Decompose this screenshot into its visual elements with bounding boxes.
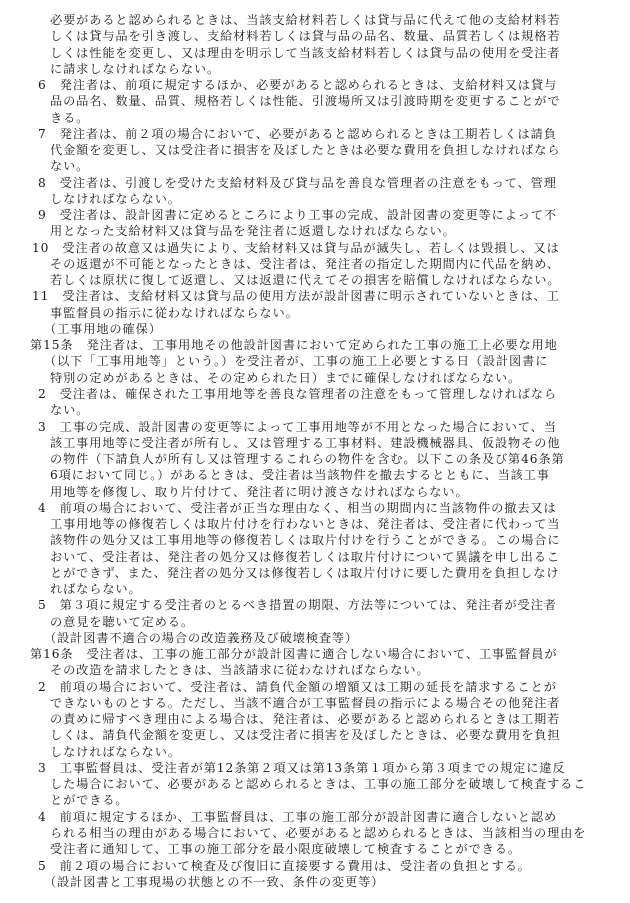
text-line: 6項において同じ。）があるときは、受注者は当該物件を撤去するとともに、当該工事: [50, 468, 550, 483]
text-line: とができず、また、発注者の処分又は修復若しくは取片付けに要した費用を負担しなけ: [50, 565, 560, 580]
text-line: 3 工事の完成、設計図書の変更等によって工事用地等が不用となった場合において、当: [38, 419, 557, 434]
text-line: 用となった支給材料又は貸与品を発注者に返還しなければならない。: [50, 224, 456, 239]
text-line: 4 前項の場合において、受注者が正当な理由なく、相当の期間内に当該物件の撤去又は: [38, 500, 557, 515]
text-line: ない。: [50, 159, 90, 174]
text-line: 工事用地等の修復若しくは取片付けを行わないときは、発注者は、受注者に代わって当: [50, 517, 561, 531]
text-line: の物件（下請負人が所有し又は管理するこれらの物件を含む。以下この条及び第46条第: [50, 452, 565, 466]
text-line: しくは貸与品を引き渡し、支給材料若しくは貸与品の品名、数量、品質若しくは規格若: [50, 29, 561, 44]
text-line: 若しくは原状に復して返還し、又は返還に代えてその損害を賠償しなければならない。: [50, 273, 561, 288]
article-line: 第15条 発注者は、工事用地その他設計図書において定められた工事の施工上必要な用地: [30, 338, 558, 353]
text-line: 該物件の処分又は工事用地等の修復若しくは取片付けを行うことができる。この場合に: [50, 533, 561, 548]
text-line: 8 受注者は、引渡しを受けた支給材料及び貸与品を善良な管理者の注意をもって、管理: [38, 175, 557, 190]
text-line: きる。: [50, 110, 90, 125]
text-line: しなければならない。: [50, 191, 181, 206]
text-line: 7 発注者は、前２項の場合において、必要があると認められるときは工期若しくは請負: [38, 126, 557, 141]
text-line: 5 第３項に規定する受注者のとるべき措置の期限、方法等については、発注者が受注者: [38, 598, 557, 613]
text-line: その返還が不可能となったときは、受注者は、発注者の指定した期間内に代品を納め、: [50, 256, 560, 271]
section-heading: （設計図書不適合の場合の改造義務及び破壊検査等）: [44, 630, 359, 645]
text-line: ればならない。: [50, 582, 142, 597]
text-line: 必要があると認められるときは、当該支給材料若しくは貸与品に代えて他の支給材料若: [50, 13, 561, 27]
text-line: 用地等を修復し、取り片付けて、発注者に明け渡さなければならない。: [50, 484, 469, 499]
text-line: 10 受注者の故意又は過失により、支給材料又は貸与品が滅失し、若しくは毀損し、又は: [32, 240, 560, 255]
text-line: 事監督員の指示に従わなければならない。: [50, 305, 299, 320]
text-line: 特別の定めがあるときは、その定められた日）までに確保しなければならない。: [50, 370, 522, 385]
section-heading: （設計図書と工事現場の状態との不一致、条件の変更等）: [44, 874, 385, 889]
section-heading: （工事用地の確保）: [44, 321, 162, 336]
text-line: 受注者に通知して、工事の施工部分を最小限度破壊して検査することができる。: [50, 842, 521, 857]
text-line: の意見を聴いて定める。: [50, 614, 194, 629]
text-line: しなければならない。: [50, 744, 181, 759]
text-line: 品の品名、数量、品質、規格若しくは性能、引渡場所又は引渡時期を変更することがで: [50, 94, 561, 109]
text-line: 2 前項の場合において、受注者は、請負代金額の増額又は工期の延長を請求することが: [38, 679, 557, 694]
text-line: 2 受注者は、確保された工事用地等を善良な管理者の注意をもって管理しなければなら: [38, 387, 558, 401]
text-line: 3 工事監督員は、受注者が第12条第２項又は第13条第１項から第３項までの規定に違反: [38, 760, 566, 775]
text-line: られる相当の理由がある場合において、必要があると認められるときは、当該相当の理由を: [50, 826, 587, 840]
text-line: 6 発注者は、前項に規定するほか、必要があると認められるときは、支給材料又は貸与: [38, 78, 558, 92]
text-line: できないものとする。ただし、当該不適合が工事監督員の指示による場合その他発注者: [50, 695, 561, 710]
text-line: （以下「工事用地等」という。）を受注者が、工事の施工上必要とする日（設計図書に: [44, 354, 549, 369]
text-line: 5 前２項の場合において検査及び復旧に直接要する費用は、受注者の負担とする。: [38, 858, 531, 873]
text-line: ない。: [50, 403, 90, 418]
text-line: その改造を請求したときは、当該請求に従わなければならない。: [50, 663, 430, 678]
text-line: おいて、受注者は、発注者の処分又は修復若しくは取片付けについて異議を申し出るこ: [50, 549, 560, 564]
text-line: に請求しなければならない。: [50, 61, 221, 76]
text-line: 9 受注者は、設計図書に定めるところにより工事の完成、設計図書の変更等によって不: [38, 208, 558, 223]
text-line: の責めに帰すべき理由による場合は、発注者は、必要があると認められるときは工期若: [50, 712, 561, 727]
text-line: しくは性能を変更し、又は理由を明示して当該支給材料若しくは貸与品の使用を受注者: [50, 45, 561, 60]
text-line: 4 前項に規定するほか、工事監督員は、工事の施工部分が設計図書に適合しないと認め: [38, 809, 558, 824]
article-line: 第16条 受注者は、工事の施工部分が設計図書に適合しない場合において、工事監督員が: [30, 647, 558, 662]
text-line: 該工事用地等に受注者が所有し、又は管理する工事材料、建設機械器具、仮設物その他: [50, 435, 561, 450]
text-line: 11 受注者は、支給材料又は貸与品の使用方法が設計図書に明示されていないときは、工: [32, 289, 560, 304]
text-line: しくは、請負代金額を変更し、又は受注者に損害を及ぼしたときは、必要な費用を負担: [50, 728, 561, 743]
text-line: 代金額を変更し、又は受注者に損害を及ぼしたときは必要な費用を負担しなければなら: [50, 143, 561, 158]
text-line: とができる。: [50, 793, 129, 808]
text-line: した場合において、必要があると認められるときは、工事の施工部分を破壊して検査するこ: [50, 777, 587, 792]
